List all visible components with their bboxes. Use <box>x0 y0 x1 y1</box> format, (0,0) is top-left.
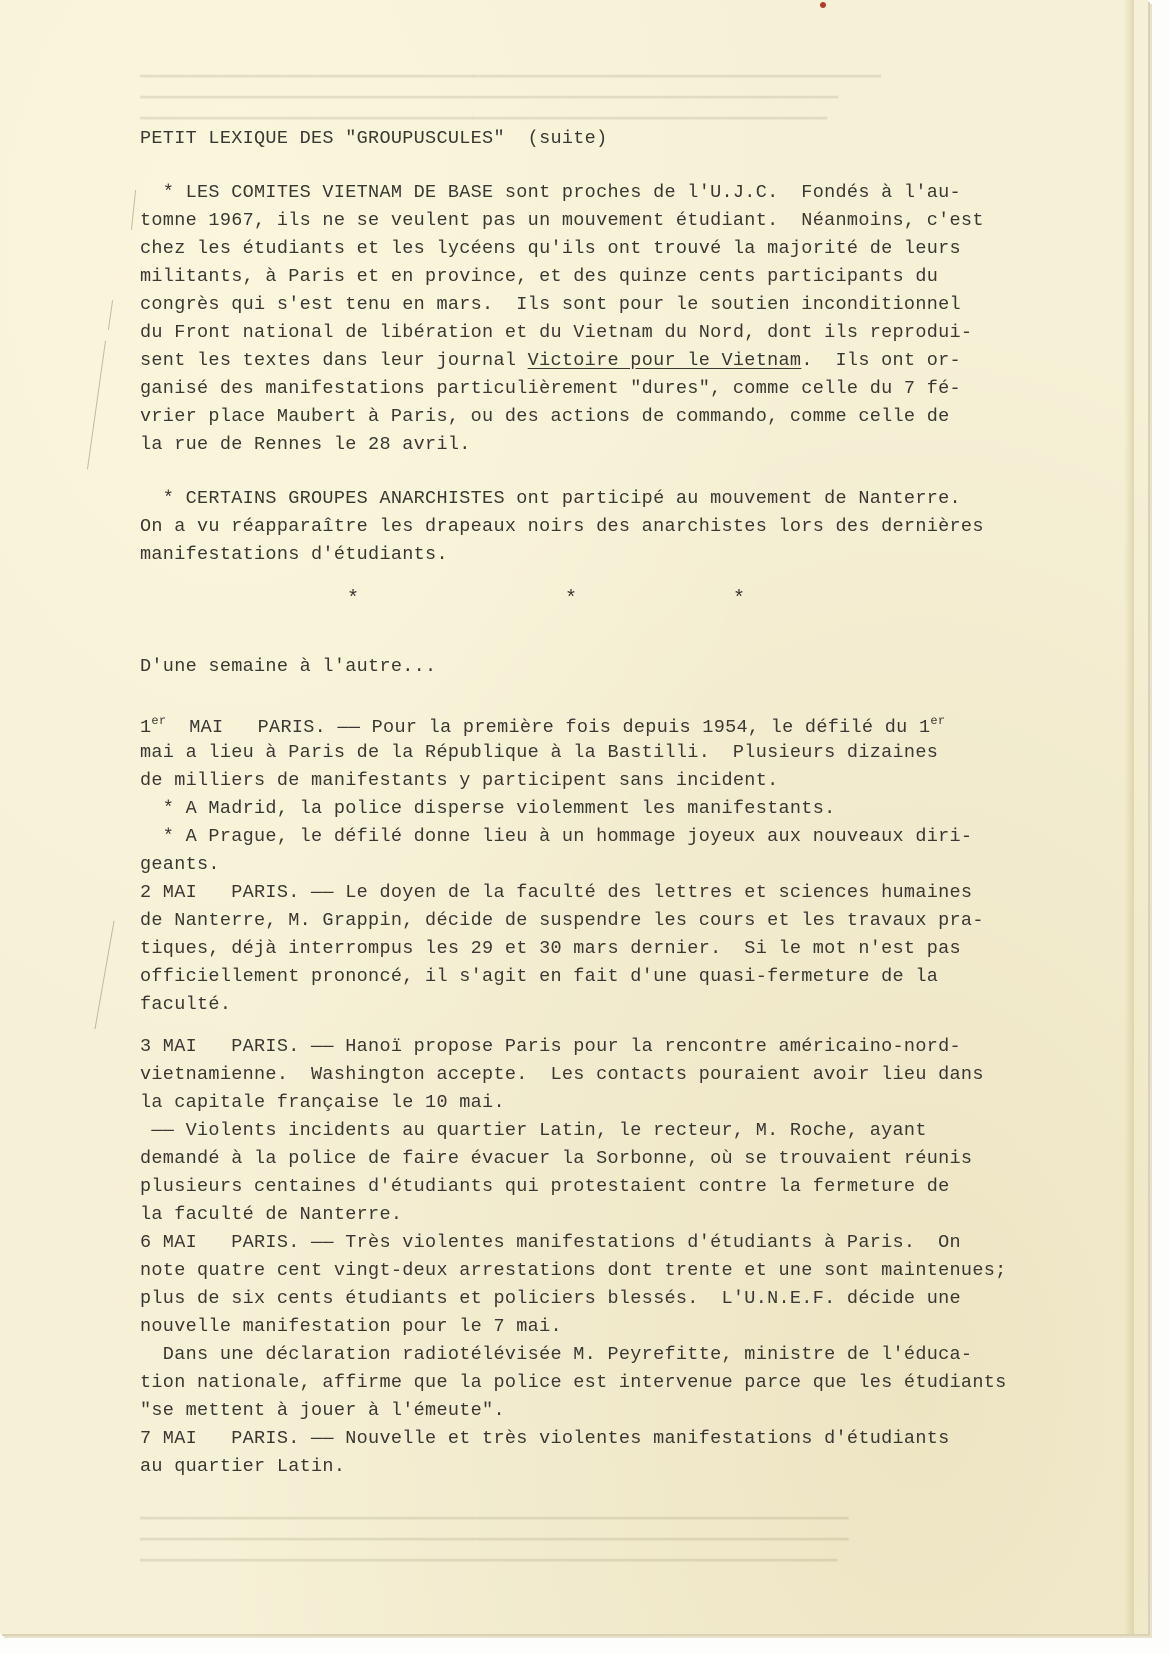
lexique-text: . Ils ont or- <box>801 350 961 371</box>
page-edge-shadow <box>1124 0 1134 1634</box>
section-title: D'une semaine à l'autre... <box>140 656 437 677</box>
chronology-line: nouvelle manifestation pour le 7 mai. <box>140 1316 562 1337</box>
separator-star: * <box>565 588 578 611</box>
separator-star: * <box>733 588 746 611</box>
chronology-line: plus de six cents étudiants et policiers blessés. L'U.N.E.F. décide une <box>140 1288 961 1309</box>
superscript: er <box>151 714 167 728</box>
margin-mark <box>94 921 114 1030</box>
margin-mark <box>108 300 113 330</box>
separator-star: * <box>347 588 360 611</box>
lexique-line: chez les étudiants et les lycéens qu'ils ont trouvé la majorité de leurs <box>140 238 961 259</box>
lexique-line: tomne 1967, ils ne se veulent pas un mouvement étudiant. Néanmoins, c'est <box>140 210 984 231</box>
chronology-line: vietnamienne. Washington accepte. Les contacts pouraient avoir lieu dans <box>140 1064 984 1085</box>
lexique-line: On a vu réapparaître les drapeaux noirs des anarchistes lors des dernières <box>140 516 984 537</box>
chronology-line: tion nationale, affirme que la police est intervenue parce que les étudiants <box>140 1372 1007 1393</box>
journal-title: Victoire pour le Vietnam <box>527 350 802 371</box>
chronology-text: MAI PARIS. —— Pour la première fois depuis 1954, le défilé du 1 <box>166 717 931 738</box>
chronology-line: "se mettent à jouer à l'émeute". <box>140 1400 505 1421</box>
chronology-line: * A Prague, le défilé donne lieu à un hommage joyeux aux nouveaux diri- <box>140 826 973 847</box>
chronology-line: de Nanterre, M. Grappin, décide de suspendre les cours et les travaux pra- <box>140 910 984 931</box>
chronology-line: mai a lieu à Paris de la République à la Bastilli. Plusieurs dizaines <box>140 742 939 763</box>
lexique-line: militants, à Paris et en province, et des quinze cents participants du <box>140 266 939 287</box>
chronology-line: la faculté de Nanterre. <box>140 1204 403 1225</box>
margin-mark <box>131 190 136 230</box>
chronology-line: Dans une déclaration radiotélévisée M. Peyrefitte, ministre de l'éduca- <box>140 1344 973 1365</box>
lexique-line: * LES COMITES VIETNAM DE BASE sont proches de l'U.J.C. Fondés à l'au- <box>140 182 961 203</box>
lexique-line: du Front national de libération et du Vietnam du Nord, dont ils reprodui- <box>140 322 973 343</box>
lexique-line: manifestations d'étudiants. <box>140 544 448 565</box>
red-ink-mark <box>820 2 826 8</box>
lexique-text: sent les textes dans leur journal <box>140 350 528 371</box>
day-number: 1 <box>140 717 152 738</box>
chronology-line: 7 MAI PARIS. —— Nouvelle et très violentes manifestations d'étudiants <box>140 1428 950 1449</box>
chronology-line: la capitale française le 10 mai. <box>140 1092 505 1113</box>
chronology-line: —— Violents incidents au quartier Latin, le recteur, M. Roche, ayant <box>140 1120 927 1141</box>
chronology-line: de milliers de manifestants y participent sans incident. <box>140 770 779 791</box>
show-through-text: ▁▁▁▁▁▁▁▁▁▁▁▁▁▁▁▁▁▁▁▁▁▁▁▁▁▁▁▁▁▁▁▁▁▁▁▁▁▁▁▁▁▁▁▁▁▁▁▁▁▁▁▁▁▁▁▁▁▁▁▁▁▁▁▁▁▁ ▁▁▁▁▁▁▁▁▁▁▁▁▁▁▁▁▁▁▁▁▁▁▁▁▁▁▁▁▁▁▁▁▁▁▁▁▁▁▁▁▁▁▁▁▁▁▁▁▁▁▁▁▁▁▁▁▁▁▁▁▁▁▁▁▁▁ ▁▁▁▁▁▁▁▁▁▁▁▁▁▁▁▁▁▁▁▁▁▁▁▁▁▁▁▁▁▁▁▁▁▁▁▁▁▁▁▁▁▁▁▁▁▁▁▁▁▁▁▁▁▁▁▁▁▁▁▁▁▁▁▁▁ <box>140 1501 849 1563</box>
chronology-line <box>140 714 945 738</box>
lexique-line <box>140 350 961 371</box>
chronology-line: 2 MAI PARIS. —— Le doyen de la faculté des lettres et sciences humaines <box>140 882 973 903</box>
chronology-line: tiques, déjà interrompus les 29 et 30 mars dernier. Si le mot n'est pas <box>140 938 961 959</box>
chronology-line: au quartier Latin. <box>140 1456 346 1477</box>
chronology-line: geants. <box>140 854 220 875</box>
superscript: er <box>930 714 946 728</box>
lexique-line: * CERTAINS GROUPES ANARCHISTES ont participé au mouvement de Nanterre. <box>140 488 961 509</box>
chronology-line: note quatre cent vingt-deux arrestations dont trente et une sont maintenues; <box>140 1260 1007 1281</box>
show-through-text: ▁▁▁▁▁▁▁▁▁▁▁▁▁▁▁▁▁▁▁▁▁▁▁▁▁▁▁▁▁▁▁▁▁▁▁▁▁▁▁▁▁▁▁▁▁▁▁▁▁▁▁▁▁▁▁▁▁▁▁▁▁▁▁▁▁▁▁▁▁ ▁▁▁▁▁▁▁▁▁▁▁▁▁▁▁▁▁▁▁▁▁▁▁▁▁▁▁▁▁▁▁▁▁▁▁▁▁▁▁▁▁▁▁▁▁▁▁▁▁▁▁▁▁▁▁▁▁▁▁▁▁▁▁▁▁ ▁▁▁▁▁▁▁▁▁▁▁▁▁▁▁▁▁▁▁▁▁▁▁▁▁▁▁▁▁▁▁▁▁▁▁▁▁▁▁▁▁▁▁▁▁▁▁▁▁▁▁▁▁▁▁▁▁▁▁▁▁▁▁▁ <box>140 59 881 121</box>
lexique-line: la rue de Rennes le 28 avril. <box>140 434 471 455</box>
lexique-line: congrès qui s'est tenu en mars. Ils sont pour le soutien inconditionnel <box>140 294 961 315</box>
chronology-line: 6 MAI PARIS. —— Très violentes manifestations d'étudiants à Paris. On <box>140 1232 961 1253</box>
chronology-line: demandé à la police de faire évacuer la Sorbonne, où se trouvaient réunis <box>140 1148 973 1169</box>
page-heading: PETIT LEXIQUE DES "GROUPUSCULES" (suite) <box>140 128 608 149</box>
margin-mark <box>87 341 106 470</box>
chronology-line: 3 MAI PARIS. —— Hanoï propose Paris pour la rencontre américaino-nord- <box>140 1036 961 1057</box>
chronology-line: faculté. <box>140 994 232 1015</box>
chronology-line: officiellement prononcé, il s'agit en fait d'une quasi-fermeture de la <box>140 966 939 987</box>
lexique-line: ganisé des manifestations particulièrement "dures", comme celle du 7 fé- <box>140 378 961 399</box>
chronology-line: plusieurs centaines d'étudiants qui protestaient contre la fermeture de <box>140 1176 950 1197</box>
chronology-line: * A Madrid, la police disperse violemment les manifestants. <box>140 798 836 819</box>
lexique-line: vrier place Maubert à Paris, ou des actions de commando, comme celle de <box>140 406 950 427</box>
